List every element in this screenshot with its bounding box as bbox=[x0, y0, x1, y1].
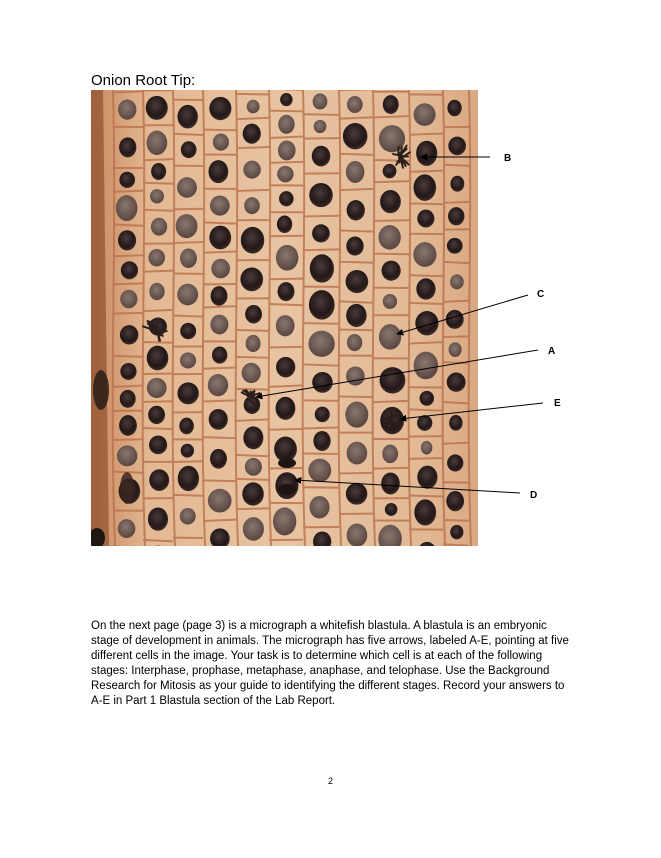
page-number: 2 bbox=[327, 776, 333, 786]
page-title: Onion Root Tip: bbox=[91, 72, 196, 89]
callout-d-arrow bbox=[295, 480, 520, 493]
callout-e bbox=[400, 398, 561, 419]
callout-b bbox=[421, 153, 511, 164]
instructions-paragraph: On the next page (page 3) is a micrograph a whitefish blastula. A blastula is an embryonic stage of development in animals. The micrograph has five arrows, labeled A-E, pointing at five different cells in the image. Your task is to determine which cell is at each of the following stages: Interphase, prophase, metaphase, anaphase, and telophase. Use the Background Research for Mitosis as your guide to identifying the different stages. Record your answers to A-E in Part 1 Blastula section of the Lab Report. bbox=[91, 620, 569, 707]
callout-d-label: D bbox=[530, 490, 538, 501]
callout-e-arrow bbox=[400, 403, 543, 419]
callout-c-label: C bbox=[537, 289, 545, 300]
callout-a-label: A bbox=[548, 346, 556, 357]
callout-c bbox=[397, 289, 544, 334]
callout-e-label: E bbox=[554, 398, 561, 409]
callout-a-arrow bbox=[256, 350, 538, 397]
callout-b-label: B bbox=[504, 153, 512, 164]
callout-c-arrow bbox=[397, 295, 528, 334]
callout-d bbox=[295, 480, 537, 501]
callout-a bbox=[256, 346, 555, 397]
